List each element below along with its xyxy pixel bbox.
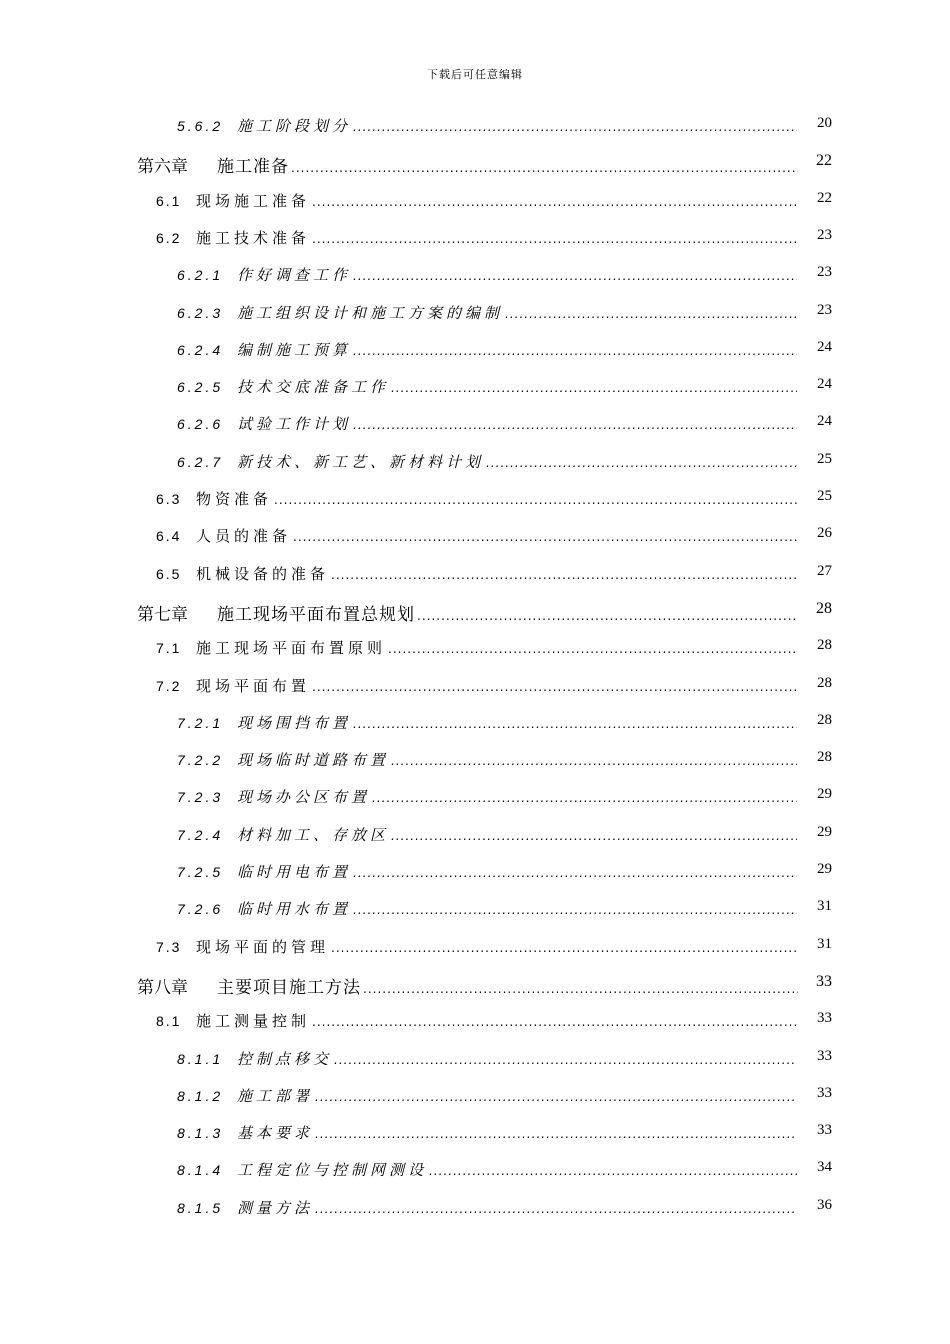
toc-entry-number: 6.3 [156,491,182,507]
toc-entry[interactable] [0,1048,950,1072]
toc-entry-number: 第八章 [137,977,188,998]
toc-entry-number: 6.2.1 [177,267,224,284]
dot-leader [293,530,797,544]
toc-entry-text [177,898,797,919]
toc-entry-number: 7.2.1 [177,714,224,731]
dot-leader [353,269,797,283]
toc-entry[interactable] [0,488,950,512]
toc-entry-title: 施工组织设计和施工方案的编制 [237,303,504,322]
toc-entry-title: 施工部署 [237,1086,314,1105]
toc-entry-title: 临时用电布置 [237,863,352,881]
toc-entry-number: 6.2.6 [177,416,224,433]
dot-leader [486,456,797,470]
toc-entry[interactable] [0,1197,950,1221]
toc-entry-number: 6.4 [156,528,182,545]
toc-entry-text [177,1197,797,1218]
toc-entry[interactable] [0,1085,950,1109]
dot-leader [353,866,797,880]
toc-entry-page: 28 [816,599,832,617]
toc-entry-page: 33 [817,1084,832,1101]
dot-leader [372,791,797,805]
toc-entry-title: 控制点移交 [237,1049,333,1068]
toc-entry[interactable] [0,786,950,810]
toc-entry-text [156,190,797,211]
toc-entry[interactable] [0,1010,950,1034]
toc-entry-text [177,1122,797,1143]
dot-leader [429,1164,797,1178]
dot-leader [312,195,797,209]
toc-entry-number: 6.2 [156,229,182,246]
toc-entry-title: 新技术、新工艺、新材料计划 [237,452,485,471]
toc-entry-title: 施工阶段划分 [237,117,352,135]
dot-leader [353,903,797,917]
toc-entry-number: 7.2.2 [177,752,224,769]
toc-entry-page: 23 [817,264,832,281]
toc-entry[interactable] [0,936,950,960]
toc-entry-title: 作好调查工作 [237,266,352,285]
toc-entry-title: 物资准备 [196,490,273,508]
toc-entry-number: 7.3 [156,938,182,955]
toc-entry-page: 34 [817,1159,832,1176]
toc-entry-number: 7.2.4 [177,826,224,843]
toc-entry-page: 24 [817,376,832,393]
dot-leader [391,829,797,843]
dot-leader [312,1015,797,1029]
toc-entry-title: 现场施工准备 [196,191,311,210]
toc-entry-title: 现场平面的管理 [196,937,330,956]
toc-entry[interactable] [0,115,950,139]
toc-entry[interactable] [0,637,950,661]
toc-entry[interactable] [0,749,950,773]
toc-entry[interactable] [0,600,950,624]
toc-entry-text [156,637,797,658]
toc-entry-page: 29 [817,861,832,877]
toc-entry-number: 7.1 [156,640,182,657]
page-header: 下载后可任意编辑 [427,68,523,81]
toc-entry-text [156,525,797,546]
dot-leader [312,232,797,246]
toc-entry-page: 25 [817,450,832,467]
dot-leader [363,982,798,996]
toc-entry-page: 33 [817,1010,832,1027]
toc-entry-text [137,600,798,625]
toc-entry-number: 6.2.3 [177,304,224,321]
toc-entry-number: 7.2.5 [177,864,224,880]
toc-entry-page: 28 [817,749,832,766]
toc-entry-text [177,1159,797,1180]
toc-entry[interactable] [0,675,950,699]
toc-entry-text [177,749,797,770]
toc-entry-number: 8.1.2 [177,1087,224,1104]
toc-entry-page: 24 [817,413,832,430]
toc-entry-text [177,451,797,472]
toc-entry-title: 试验工作计划 [237,415,352,434]
toc-entry-title: 现场办公区布置 [237,788,371,807]
toc-entry-page: 22 [817,189,832,206]
dot-leader [353,344,797,358]
toc-entry-title: 工程定位与控制网测设 [237,1161,428,1180]
toc-entry-number: 7.2.3 [177,789,224,806]
dot-leader [315,1202,797,1216]
toc-entry-text [177,413,797,434]
toc-entry[interactable] [0,563,950,587]
toc-entry-title: 机械设备的准备 [196,564,330,583]
toc-entry-number: 7.2 [156,677,182,694]
toc-entry-page: 26 [817,525,832,542]
toc-entry-title: 人员的准备 [196,527,292,546]
toc-entry-number: 8.1 [156,1013,182,1030]
toc-entry-number: 6.2.5 [177,379,224,396]
dot-leader [315,1127,797,1141]
toc-entry-title: 现场平面布置 [196,676,311,695]
toc-entry-text [177,712,797,733]
toc-entry-page: 24 [817,338,832,355]
toc-entry-text [156,488,797,509]
toc-entry-title: 基本要求 [237,1124,314,1143]
toc-entry-text [177,1048,797,1069]
toc-entry[interactable] [0,376,950,400]
toc-entry-title: 现场临时道路布置 [237,751,390,770]
toc-entry-title: 现场围挡布置 [237,713,352,732]
toc-entry-title: 主要项目施工方法 [217,977,361,998]
toc-entry[interactable] [0,302,950,326]
toc-entry-title: 技术交底准备工作 [237,378,390,397]
toc-entry[interactable] [0,1122,950,1146]
dot-leader [391,754,797,768]
toc-entry-number: 6.2.4 [177,341,224,358]
toc-entry[interactable] [0,525,950,549]
toc-entry-number: 7.2.6 [177,901,224,918]
toc-entry-page: 33 [816,972,832,990]
toc-entry-text [156,1010,797,1031]
dot-leader [353,120,797,134]
toc-entry-page: 28 [817,637,832,654]
toc-entry-number: 第六章 [137,157,188,178]
toc-entry-text [156,227,797,248]
dot-leader [274,493,797,507]
toc-entry-page: 25 [817,488,832,504]
toc-entry-text [177,786,797,807]
toc-entry-number: 第七章 [137,604,188,625]
dot-leader [353,418,797,432]
toc-entry-title: 施工技术准备 [196,228,311,247]
toc-entry[interactable] [0,152,950,176]
toc-entry-text [177,1085,797,1106]
toc-entry-page: 28 [817,711,832,728]
dot-leader [331,568,797,582]
dot-leader [388,642,797,656]
toc-entry-text [156,936,797,957]
toc-entry-number: 6.1 [156,192,182,209]
toc-entry-title: 施工现场平面布置原则 [196,639,387,658]
dot-leader [353,717,797,731]
toc-entry-number: 6.5 [156,565,182,582]
toc-entry-text [137,973,798,998]
toc-entry[interactable] [0,824,950,848]
toc-entry-text [177,302,797,323]
toc-entry[interactable] [0,898,950,922]
dot-leader [505,307,797,321]
toc-entry-number: 8.1.4 [177,1162,224,1179]
toc-entry-page: 27 [817,562,832,579]
toc-entry-number: 6.2.7 [177,453,224,470]
toc-entry[interactable] [0,190,950,214]
toc-entry-title: 测量方法 [237,1198,314,1217]
dot-leader [391,381,797,395]
toc-entry-page: 33 [817,1047,832,1064]
toc-entry-number: 8.1.3 [177,1125,224,1142]
dot-leader [417,609,798,623]
toc-entry-number: 8.1.5 [177,1199,224,1216]
toc-entry-text [156,675,797,696]
toc-entry-text [177,339,797,360]
toc-entry-page: 23 [817,226,832,243]
toc-entry-text [177,264,797,285]
toc-entry-title: 施工现场平面布置总规划 [217,604,415,625]
toc-entry[interactable] [0,861,950,885]
toc-entry-text [156,563,797,584]
dot-leader [334,1053,797,1067]
toc-entry-title: 材料加工、存放区 [237,825,390,844]
toc-entry-text [177,824,797,845]
toc-entry-page: 28 [817,674,832,691]
toc-entry-page: 36 [817,1196,832,1213]
toc-entry[interactable] [0,227,950,251]
toc-entry[interactable] [0,413,950,437]
toc-entry-page: 31 [817,935,832,952]
toc-entry-text [137,152,798,177]
toc-entry-text [177,376,797,397]
toc-entry-page: 31 [817,898,832,915]
toc-entry-title: 临时用水布置 [237,900,352,919]
toc-entry-text [177,115,797,136]
toc-entry[interactable] [0,264,950,288]
toc-entry-page: 20 [817,115,832,131]
toc-entry-page: 29 [817,786,832,803]
toc-entry[interactable] [0,712,950,736]
toc-entry-title: 编制施工预算 [237,340,352,359]
toc-entry[interactable] [0,339,950,363]
toc-entry-number: 8.1.1 [177,1050,224,1067]
toc-entry-page: 29 [817,823,832,840]
toc-entry-page: 23 [817,301,832,318]
toc-entry-number: 5.6.2 [177,118,224,134]
toc-entry-title: 施工测量控制 [196,1012,311,1031]
dot-leader [291,161,798,175]
dot-leader [315,1090,797,1104]
toc-entry[interactable] [0,451,950,475]
dot-leader [312,680,797,694]
toc-entry[interactable] [0,973,950,997]
dot-leader [331,941,797,955]
toc-entry[interactable] [0,1159,950,1183]
toc-entry-page: 22 [816,152,832,170]
toc-entry-text [177,861,797,882]
toc-entry-page: 33 [817,1122,832,1139]
toc-entry-title: 施工准备 [217,157,289,178]
